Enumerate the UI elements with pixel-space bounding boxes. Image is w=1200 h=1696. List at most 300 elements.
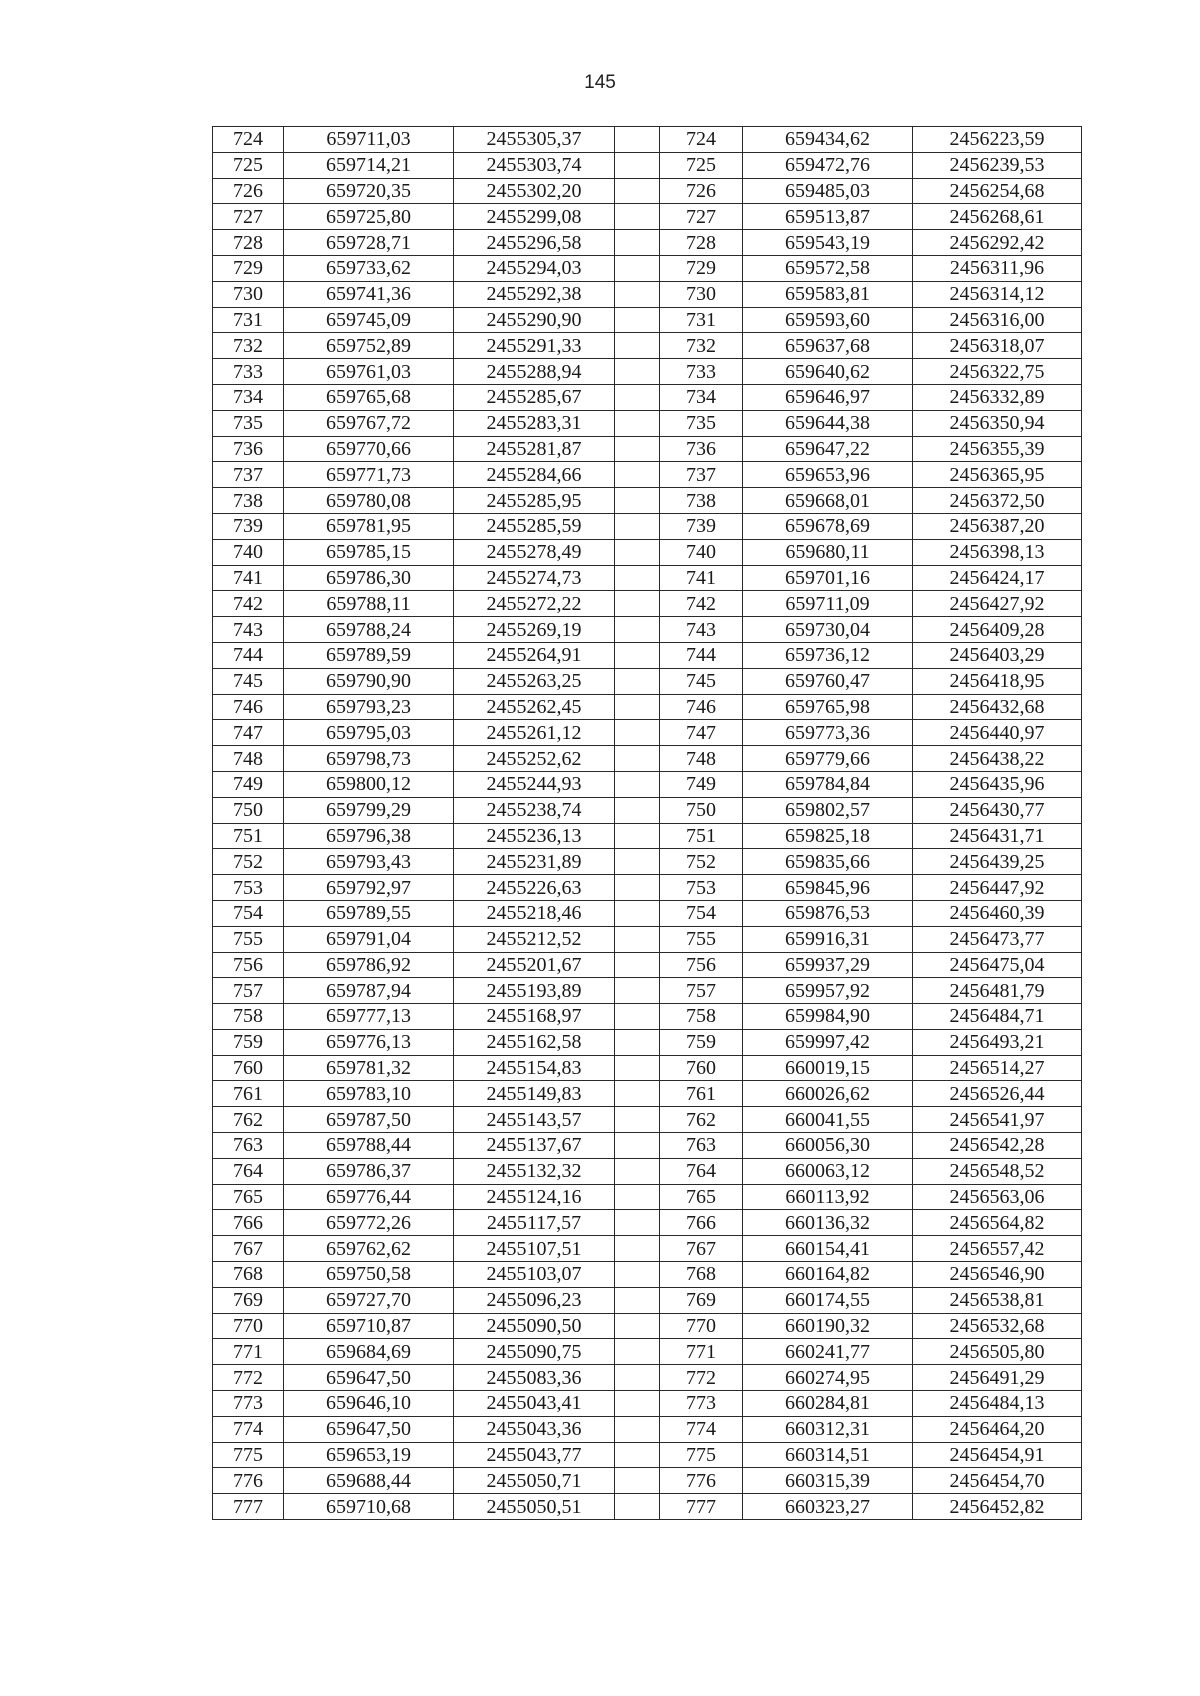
y-coordinate-right: 2456532,68: [913, 1313, 1082, 1339]
point-number-right: 750: [660, 797, 743, 823]
column-spacer: [615, 1468, 660, 1494]
table-row: [213, 255, 1082, 281]
point-number-left: 760: [213, 1055, 284, 1081]
y-coordinate-right: 2456473,77: [913, 926, 1082, 952]
point-number-right: 757: [660, 978, 743, 1004]
table-row: [213, 1184, 1082, 1210]
x-coordinate-right: 659543,19: [743, 230, 913, 256]
point-number-right: 756: [660, 952, 743, 978]
table-row: [213, 513, 1082, 539]
point-number-left: 772: [213, 1365, 284, 1391]
y-coordinate-left: 2455218,46: [454, 900, 615, 926]
x-coordinate-left: 659725,80: [284, 204, 454, 230]
y-coordinate-left: 2455149,83: [454, 1081, 615, 1107]
x-coordinate-right: 660041,55: [743, 1107, 913, 1133]
x-coordinate-right: 659736,12: [743, 642, 913, 668]
table-row: [213, 565, 1082, 591]
table-row: [213, 1468, 1082, 1494]
point-number-left: 734: [213, 384, 284, 410]
y-coordinate-right: 2456454,91: [913, 1442, 1082, 1468]
table-row: [213, 230, 1082, 256]
y-coordinate-right: 2456387,20: [913, 513, 1082, 539]
column-spacer: [615, 1262, 660, 1288]
point-number-left: 769: [213, 1287, 284, 1313]
point-number-left: 757: [213, 978, 284, 1004]
y-coordinate-left: 2455305,37: [454, 127, 615, 153]
y-coordinate-right: 2456418,95: [913, 668, 1082, 694]
x-coordinate-left: 659788,24: [284, 617, 454, 643]
y-coordinate-left: 2455050,71: [454, 1468, 615, 1494]
y-coordinate-left: 2455291,33: [454, 333, 615, 359]
point-number-right: 772: [660, 1365, 743, 1391]
y-coordinate-right: 2456484,71: [913, 1004, 1082, 1030]
column-spacer: [615, 1210, 660, 1236]
y-coordinate-left: 2455132,32: [454, 1158, 615, 1184]
point-number-left: 727: [213, 204, 284, 230]
x-coordinate-right: 659779,66: [743, 746, 913, 772]
x-coordinate-right: 659644,38: [743, 410, 913, 436]
x-coordinate-right: 660314,51: [743, 1442, 913, 1468]
x-coordinate-right: 659711,09: [743, 591, 913, 617]
x-coordinate-left: 659772,26: [284, 1210, 454, 1236]
x-coordinate-right: 660063,12: [743, 1158, 913, 1184]
table-row: [213, 642, 1082, 668]
point-number-left: 724: [213, 127, 284, 153]
point-number-left: 749: [213, 771, 284, 797]
point-number-left: 759: [213, 1029, 284, 1055]
x-coordinate-right: 659845,96: [743, 875, 913, 901]
point-number-left: 751: [213, 823, 284, 849]
coordinates-table: [212, 126, 1082, 1520]
point-number-right: 770: [660, 1313, 743, 1339]
column-spacer: [615, 410, 660, 436]
x-coordinate-right: 660241,77: [743, 1339, 913, 1365]
y-coordinate-right: 2456542,28: [913, 1133, 1082, 1159]
x-coordinate-left: 659765,68: [284, 384, 454, 410]
y-coordinate-left: 2455281,87: [454, 436, 615, 462]
x-coordinate-left: 659798,73: [284, 746, 454, 772]
point-number-right: 752: [660, 849, 743, 875]
x-coordinate-left: 659771,73: [284, 462, 454, 488]
point-number-left: 761: [213, 1081, 284, 1107]
column-spacer: [615, 230, 660, 256]
y-coordinate-right: 2456268,61: [913, 204, 1082, 230]
column-spacer: [615, 539, 660, 565]
table-row: [213, 1365, 1082, 1391]
x-coordinate-left: 659786,37: [284, 1158, 454, 1184]
point-number-right: 751: [660, 823, 743, 849]
x-coordinate-right: 659637,68: [743, 333, 913, 359]
column-spacer: [615, 1184, 660, 1210]
column-spacer: [615, 1029, 660, 1055]
x-coordinate-left: 659646,10: [284, 1391, 454, 1417]
column-spacer: [615, 255, 660, 281]
point-number-right: 748: [660, 746, 743, 772]
point-number-right: 761: [660, 1081, 743, 1107]
x-coordinate-left: 659720,35: [284, 178, 454, 204]
x-coordinate-right: 659513,87: [743, 204, 913, 230]
x-coordinate-left: 659710,87: [284, 1313, 454, 1339]
y-coordinate-right: 2456546,90: [913, 1262, 1082, 1288]
y-coordinate-right: 2456432,68: [913, 694, 1082, 720]
table-row: [213, 797, 1082, 823]
column-spacer: [615, 926, 660, 952]
point-number-left: 767: [213, 1236, 284, 1262]
point-number-right: 726: [660, 178, 743, 204]
column-spacer: [615, 642, 660, 668]
point-number-right: 765: [660, 1184, 743, 1210]
x-coordinate-right: 659572,58: [743, 255, 913, 281]
y-coordinate-left: 2455244,93: [454, 771, 615, 797]
point-number-left: 774: [213, 1416, 284, 1442]
point-number-left: 746: [213, 694, 284, 720]
x-coordinate-left: 659762,62: [284, 1236, 454, 1262]
y-coordinate-right: 2456254,68: [913, 178, 1082, 204]
x-coordinate-right: 660154,41: [743, 1236, 913, 1262]
point-number-left: 777: [213, 1494, 284, 1520]
point-number-left: 762: [213, 1107, 284, 1133]
column-spacer: [615, 359, 660, 385]
column-spacer: [615, 513, 660, 539]
table-row: [213, 1158, 1082, 1184]
y-coordinate-right: 2456314,12: [913, 281, 1082, 307]
column-spacer: [615, 694, 660, 720]
point-number-left: 732: [213, 333, 284, 359]
x-coordinate-right: 660190,32: [743, 1313, 913, 1339]
y-coordinate-left: 2455284,66: [454, 462, 615, 488]
point-number-left: 747: [213, 720, 284, 746]
y-coordinate-right: 2456318,07: [913, 333, 1082, 359]
point-number-right: 744: [660, 642, 743, 668]
point-number-right: 728: [660, 230, 743, 256]
x-coordinate-right: 659680,11: [743, 539, 913, 565]
column-spacer: [615, 591, 660, 617]
y-coordinate-right: 2456403,29: [913, 642, 1082, 668]
y-coordinate-left: 2455264,91: [454, 642, 615, 668]
table-row: [213, 720, 1082, 746]
x-coordinate-right: 659668,01: [743, 488, 913, 514]
x-coordinate-right: 659773,36: [743, 720, 913, 746]
y-coordinate-left: 2455043,36: [454, 1416, 615, 1442]
table-row: [213, 1029, 1082, 1055]
column-spacer: [615, 127, 660, 153]
x-coordinate-left: 659787,50: [284, 1107, 454, 1133]
point-number-right: 742: [660, 591, 743, 617]
column-spacer: [615, 1107, 660, 1133]
point-number-right: 732: [660, 333, 743, 359]
y-coordinate-left: 2455285,67: [454, 384, 615, 410]
y-coordinate-left: 2455278,49: [454, 539, 615, 565]
x-coordinate-left: 659777,13: [284, 1004, 454, 1030]
x-coordinate-left: 659761,03: [284, 359, 454, 385]
x-coordinate-right: 660026,62: [743, 1081, 913, 1107]
column-spacer: [615, 797, 660, 823]
x-coordinate-right: 659701,16: [743, 565, 913, 591]
table-row: [213, 1004, 1082, 1030]
column-spacer: [615, 1133, 660, 1159]
point-number-left: 730: [213, 281, 284, 307]
y-coordinate-left: 2455117,57: [454, 1210, 615, 1236]
point-number-right: 766: [660, 1210, 743, 1236]
point-number-left: 768: [213, 1262, 284, 1288]
point-number-right: 730: [660, 281, 743, 307]
y-coordinate-left: 2455236,13: [454, 823, 615, 849]
y-coordinate-right: 2456424,17: [913, 565, 1082, 591]
y-coordinate-right: 2456447,92: [913, 875, 1082, 901]
y-coordinate-right: 2456438,22: [913, 746, 1082, 772]
point-number-right: 724: [660, 127, 743, 153]
point-number-right: 745: [660, 668, 743, 694]
point-number-right: 773: [660, 1391, 743, 1417]
point-number-left: 744: [213, 642, 284, 668]
x-coordinate-right: 659583,81: [743, 281, 913, 307]
table-row: [213, 410, 1082, 436]
y-coordinate-left: 2455285,95: [454, 488, 615, 514]
table-row: [213, 1107, 1082, 1133]
point-number-left: 764: [213, 1158, 284, 1184]
table-row: [213, 1262, 1082, 1288]
column-spacer: [615, 978, 660, 1004]
y-coordinate-left: 2455292,38: [454, 281, 615, 307]
x-coordinate-left: 659783,10: [284, 1081, 454, 1107]
point-number-left: 763: [213, 1133, 284, 1159]
y-coordinate-right: 2456372,50: [913, 488, 1082, 514]
y-coordinate-right: 2456398,13: [913, 539, 1082, 565]
point-number-right: 768: [660, 1262, 743, 1288]
x-coordinate-left: 659770,66: [284, 436, 454, 462]
x-coordinate-right: 659653,96: [743, 462, 913, 488]
point-number-left: 766: [213, 1210, 284, 1236]
y-coordinate-left: 2455124,16: [454, 1184, 615, 1210]
y-coordinate-right: 2456538,81: [913, 1287, 1082, 1313]
table-row: [213, 823, 1082, 849]
column-spacer: [615, 281, 660, 307]
point-number-right: 754: [660, 900, 743, 926]
point-number-left: 758: [213, 1004, 284, 1030]
point-number-right: 737: [660, 462, 743, 488]
table-row: [213, 668, 1082, 694]
x-coordinate-right: 659825,18: [743, 823, 913, 849]
x-coordinate-left: 659767,72: [284, 410, 454, 436]
y-coordinate-left: 2455294,03: [454, 255, 615, 281]
x-coordinate-left: 659745,09: [284, 307, 454, 333]
point-number-left: 728: [213, 230, 284, 256]
x-coordinate-left: 659786,92: [284, 952, 454, 978]
x-coordinate-left: 659711,03: [284, 127, 454, 153]
y-coordinate-left: 2455226,63: [454, 875, 615, 901]
y-coordinate-left: 2455290,90: [454, 307, 615, 333]
x-coordinate-left: 659785,15: [284, 539, 454, 565]
point-number-left: 737: [213, 462, 284, 488]
y-coordinate-right: 2456223,59: [913, 127, 1082, 153]
column-spacer: [615, 488, 660, 514]
point-number-left: 739: [213, 513, 284, 539]
point-number-left: 752: [213, 849, 284, 875]
table-row: [213, 1391, 1082, 1417]
point-number-left: 731: [213, 307, 284, 333]
point-number-right: 753: [660, 875, 743, 901]
point-number-right: 747: [660, 720, 743, 746]
y-coordinate-right: 2456439,25: [913, 849, 1082, 875]
column-spacer: [615, 746, 660, 772]
y-coordinate-left: 2455043,41: [454, 1391, 615, 1417]
x-coordinate-right: 660315,39: [743, 1468, 913, 1494]
point-number-left: 743: [213, 617, 284, 643]
point-number-left: 742: [213, 591, 284, 617]
point-number-right: 763: [660, 1133, 743, 1159]
y-coordinate-right: 2456564,82: [913, 1210, 1082, 1236]
y-coordinate-left: 2455303,74: [454, 152, 615, 178]
point-number-right: 743: [660, 617, 743, 643]
column-spacer: [615, 152, 660, 178]
x-coordinate-right: 659472,76: [743, 152, 913, 178]
y-coordinate-left: 2455231,89: [454, 849, 615, 875]
y-coordinate-right: 2456435,96: [913, 771, 1082, 797]
table-row: [213, 333, 1082, 359]
column-spacer: [615, 1055, 660, 1081]
x-coordinate-left: 659796,38: [284, 823, 454, 849]
column-spacer: [615, 1365, 660, 1391]
table-row: [213, 1210, 1082, 1236]
x-coordinate-left: 659791,04: [284, 926, 454, 952]
y-coordinate-right: 2456563,06: [913, 1184, 1082, 1210]
table-row: [213, 178, 1082, 204]
point-number-right: 771: [660, 1339, 743, 1365]
y-coordinate-right: 2456311,96: [913, 255, 1082, 281]
point-number-right: 731: [660, 307, 743, 333]
table-row: [213, 539, 1082, 565]
y-coordinate-right: 2456481,79: [913, 978, 1082, 1004]
y-coordinate-left: 2455168,97: [454, 1004, 615, 1030]
x-coordinate-right: 660164,82: [743, 1262, 913, 1288]
table-row: [213, 1055, 1082, 1081]
x-coordinate-right: 659937,29: [743, 952, 913, 978]
table-row: [213, 1236, 1082, 1262]
x-coordinate-left: 659776,13: [284, 1029, 454, 1055]
y-coordinate-right: 2456541,97: [913, 1107, 1082, 1133]
point-number-right: 729: [660, 255, 743, 281]
y-coordinate-right: 2456484,13: [913, 1391, 1082, 1417]
y-coordinate-left: 2455238,74: [454, 797, 615, 823]
point-number-right: 727: [660, 204, 743, 230]
table-row: [213, 900, 1082, 926]
x-coordinate-left: 659789,55: [284, 900, 454, 926]
point-number-right: 749: [660, 771, 743, 797]
y-coordinate-right: 2456355,39: [913, 436, 1082, 462]
x-coordinate-right: 659835,66: [743, 849, 913, 875]
y-coordinate-right: 2456430,77: [913, 797, 1082, 823]
point-number-left: 735: [213, 410, 284, 436]
x-coordinate-left: 659653,19: [284, 1442, 454, 1468]
table-row: [213, 152, 1082, 178]
table-row: [213, 1081, 1082, 1107]
x-coordinate-right: 660136,32: [743, 1210, 913, 1236]
x-coordinate-right: 659916,31: [743, 926, 913, 952]
y-coordinate-left: 2455285,59: [454, 513, 615, 539]
y-coordinate-right: 2456431,71: [913, 823, 1082, 849]
table-row: [213, 1339, 1082, 1365]
x-coordinate-left: 659752,89: [284, 333, 454, 359]
table-row: [213, 926, 1082, 952]
x-coordinate-right: 659593,60: [743, 307, 913, 333]
y-coordinate-right: 2456557,42: [913, 1236, 1082, 1262]
x-coordinate-left: 659781,95: [284, 513, 454, 539]
table-row: [213, 359, 1082, 385]
table-row: [213, 1416, 1082, 1442]
x-coordinate-right: 659876,53: [743, 900, 913, 926]
y-coordinate-left: 2455143,57: [454, 1107, 615, 1133]
column-spacer: [615, 720, 660, 746]
x-coordinate-left: 659795,03: [284, 720, 454, 746]
point-number-left: 776: [213, 1468, 284, 1494]
table-row: [213, 978, 1082, 1004]
x-coordinate-left: 659750,58: [284, 1262, 454, 1288]
point-number-right: 741: [660, 565, 743, 591]
x-coordinate-right: 660174,55: [743, 1287, 913, 1313]
table-row: [213, 281, 1082, 307]
point-number-left: 775: [213, 1442, 284, 1468]
column-spacer: [615, 436, 660, 462]
x-coordinate-left: 659710,68: [284, 1494, 454, 1520]
y-coordinate-left: 2455162,58: [454, 1029, 615, 1055]
point-number-left: 773: [213, 1391, 284, 1417]
x-coordinate-right: 659730,04: [743, 617, 913, 643]
y-coordinate-right: 2456322,75: [913, 359, 1082, 385]
column-spacer: [615, 1158, 660, 1184]
column-spacer: [615, 849, 660, 875]
x-coordinate-left: 659788,11: [284, 591, 454, 617]
point-number-right: 733: [660, 359, 743, 385]
x-coordinate-right: 659957,92: [743, 978, 913, 1004]
point-number-left: 725: [213, 152, 284, 178]
point-number-right: 759: [660, 1029, 743, 1055]
y-coordinate-right: 2456475,04: [913, 952, 1082, 978]
table-row: [213, 488, 1082, 514]
x-coordinate-right: 659784,84: [743, 771, 913, 797]
column-spacer: [615, 823, 660, 849]
x-coordinate-left: 659776,44: [284, 1184, 454, 1210]
column-spacer: [615, 565, 660, 591]
point-number-left: 726: [213, 178, 284, 204]
y-coordinate-right: 2456409,28: [913, 617, 1082, 643]
column-spacer: [615, 1287, 660, 1313]
y-coordinate-right: 2456548,52: [913, 1158, 1082, 1184]
page-number: 145: [584, 72, 616, 93]
y-coordinate-right: 2456239,53: [913, 152, 1082, 178]
y-coordinate-left: 2455201,67: [454, 952, 615, 978]
x-coordinate-right: 659640,62: [743, 359, 913, 385]
x-coordinate-right: 660312,31: [743, 1416, 913, 1442]
point-number-left: 748: [213, 746, 284, 772]
point-number-left: 741: [213, 565, 284, 591]
column-spacer: [615, 900, 660, 926]
point-number-left: 738: [213, 488, 284, 514]
y-coordinate-right: 2456365,95: [913, 462, 1082, 488]
y-coordinate-right: 2456514,27: [913, 1055, 1082, 1081]
x-coordinate-right: 659485,03: [743, 178, 913, 204]
x-coordinate-right: 660323,27: [743, 1494, 913, 1520]
x-coordinate-right: 659647,22: [743, 436, 913, 462]
point-number-right: 775: [660, 1442, 743, 1468]
x-coordinate-left: 659786,30: [284, 565, 454, 591]
x-coordinate-left: 659714,21: [284, 152, 454, 178]
point-number-left: 753: [213, 875, 284, 901]
table-row: [213, 127, 1082, 153]
point-number-right: 762: [660, 1107, 743, 1133]
table-row: [213, 849, 1082, 875]
table-row: [213, 952, 1082, 978]
x-coordinate-right: 659984,90: [743, 1004, 913, 1030]
